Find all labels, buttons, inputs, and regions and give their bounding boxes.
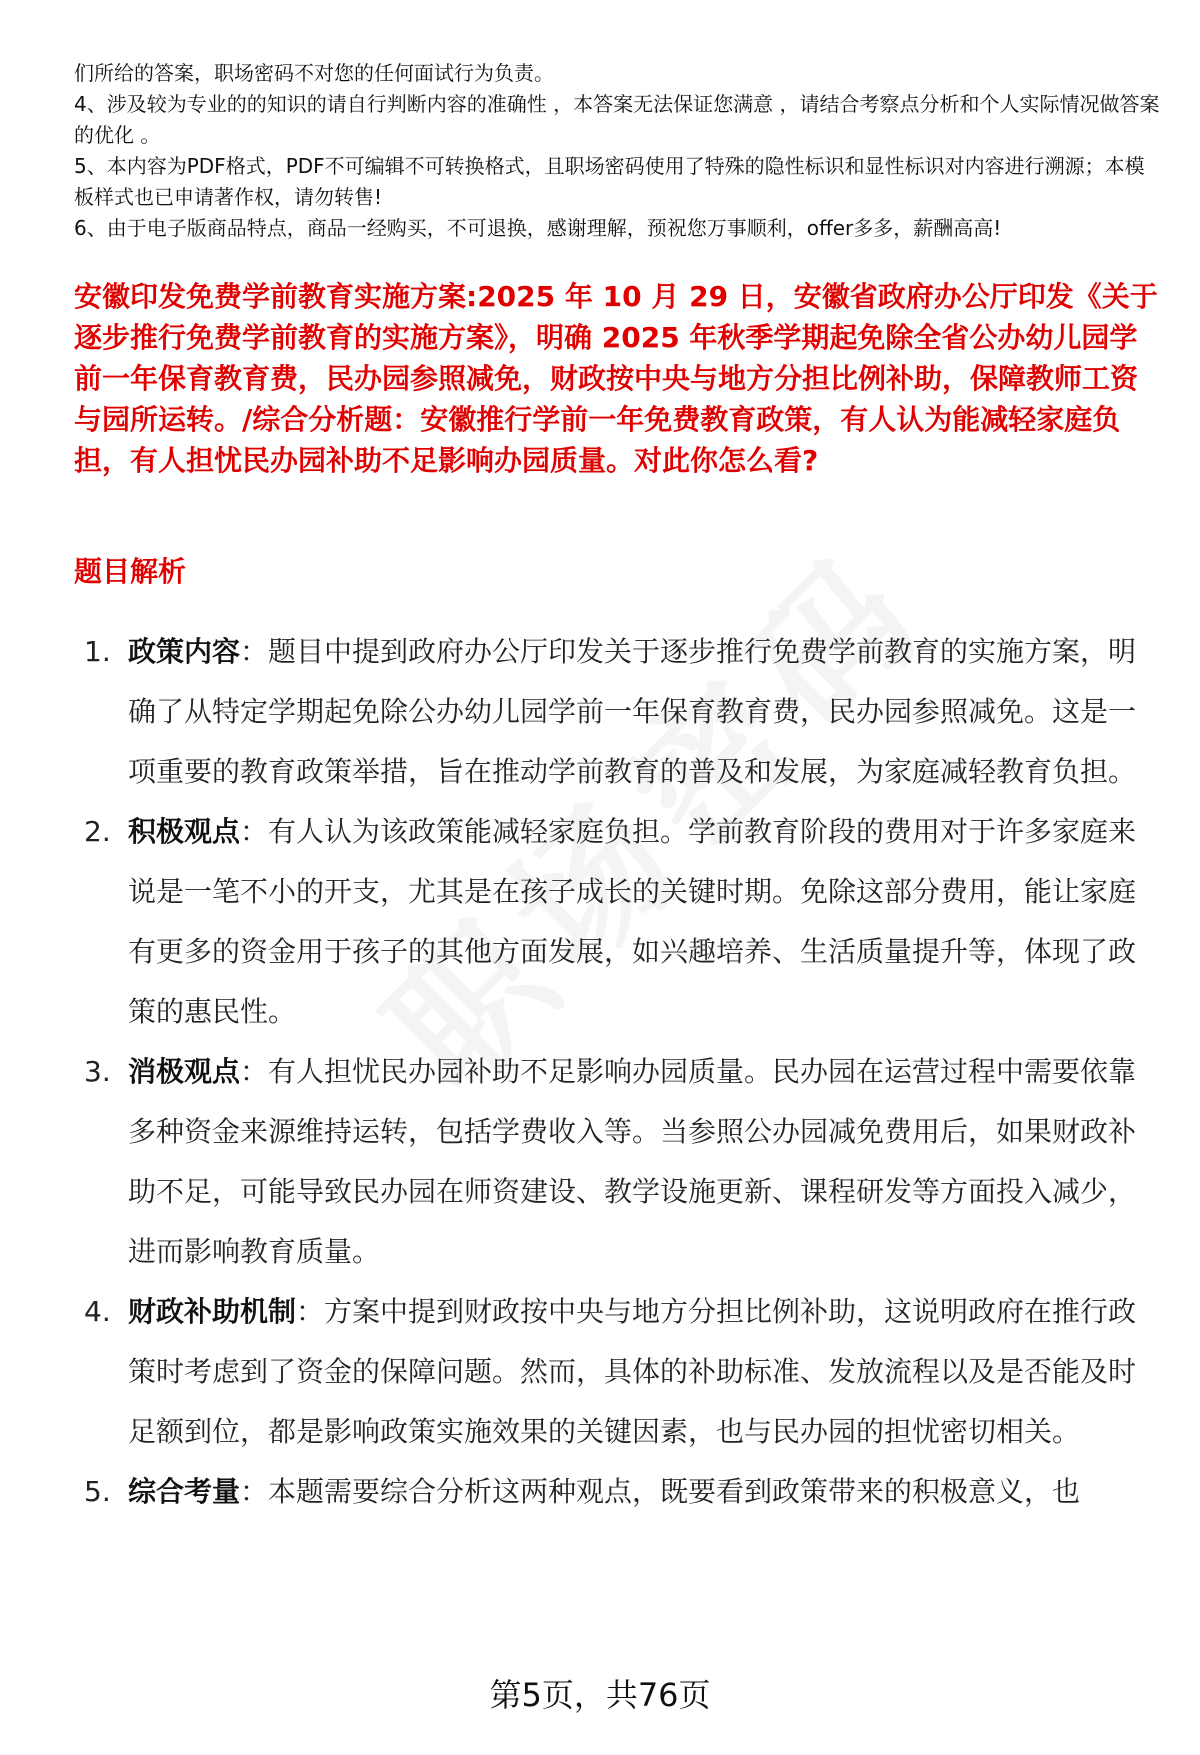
item-text: ：有人认为该政策能减轻家庭负担。学前教育阶段的费用对于许多家庭来说是一笔不小的开支，尤其是在孩子成长的关键时期。免除这部分费用，能让家庭有更多的资金用于孩子的其他方面发展，如兴趣培养、生活质量提升等，体现了政策的惠民性。 bbox=[128, 815, 1137, 1028]
analysis-item bbox=[74, 802, 1154, 1042]
item-term: 财政补助机制 bbox=[128, 1295, 297, 1328]
item-number: 4. bbox=[84, 1295, 111, 1328]
item-term: 积极观点 bbox=[128, 815, 241, 848]
disclaimer-notes bbox=[74, 58, 1164, 244]
analysis-item bbox=[74, 1042, 1154, 1282]
item-number: 2. bbox=[84, 815, 111, 848]
note-line: 5、本内容为PDF格式，PDF不可编辑不可转换格式，且职场密码使用了特殊的隐性标识和显性标识对内容进行溯源；本模板样式也已申请著作权，请勿转售! bbox=[74, 154, 1145, 209]
note-line: 们所给的答案，职场密码不对您的任何面试行为负责。 bbox=[74, 61, 554, 85]
item-text: ：本题需要综合分析这两种观点，既要看到政策带来的积极意义，也 bbox=[240, 1475, 1081, 1508]
item-term: 政策内容 bbox=[128, 635, 241, 668]
item-number: 3. bbox=[84, 1055, 111, 1088]
note-line: 6、由于电子版商品特点，商品一经购买，不可退换，感谢理解，预祝您万事顺利，offer多多，薪酬高高! bbox=[74, 216, 1002, 240]
analysis-list bbox=[74, 622, 1154, 1522]
item-text: ：题目中提到政府办公厅印发关于逐步推行免费学前教育的实施方案，明确了从特定学期起免除公办幼儿园学前一年保育教育费，民办园参照减免。这是一项重要的教育政策举措，旨在推动学前教育的普及和发展，为家庭减轻教育负担。 bbox=[128, 635, 1137, 788]
item-term: 综合考量 bbox=[128, 1475, 241, 1508]
item-text: ：方案中提到财政按中央与地方分担比例补助，这说明政府在推行政策时考虑到了资金的保障问题。然而，具体的补助标准、发放流程以及是否能及时足额到位，都是影响政策实施效果的关键因素，也与民办园的担忧密切相关。 bbox=[128, 1295, 1137, 1448]
analysis-item bbox=[74, 622, 1154, 802]
question-text: 安徽印发免费学前教育实施方案:2025 年 10 月 29 日，安徽省政府办公厅印发《关于逐步推行免费学前教育的实施方案》，明确 2025 年秋季学期起免除全省公办幼儿园学前一年保育教育费，民办园参照减免，财政按中央与地方分担比例补助，保障教师工资与园所运转。/综合分析题：安徽推行学前一年免费教育政策，有人认为能减轻家庭负担，有人担忧民办园补助不足影响办园质量。对此你怎么看? bbox=[74, 280, 1158, 477]
analysis-item bbox=[74, 1462, 1154, 1522]
note-line: 4、涉及较为专业的的知识的请自行判断内容的准确性 ，本答案无法保证您满意 ，请结合考察点分析和个人实际情况做答案的优化 。 bbox=[74, 92, 1160, 147]
item-text: ：有人担忧民办园补助不足影响办园质量。民办园在运营过程中需要依靠多种资金来源维持运转，包括学费收入等。当参照公办园减免费用后，如果财政补助不足，可能导致民办园在师资建设、教学设施更新、课程研发等方面投入减少，进而影响教育质量。 bbox=[128, 1055, 1137, 1268]
item-number: 1. bbox=[84, 635, 111, 668]
analysis-item bbox=[74, 1282, 1154, 1462]
item-number: 5. bbox=[84, 1475, 111, 1508]
section-title: 题目解析 bbox=[74, 555, 187, 588]
page-number: 第5页，共76页 bbox=[489, 1676, 711, 1714]
item-term: 消极观点 bbox=[128, 1055, 241, 1088]
